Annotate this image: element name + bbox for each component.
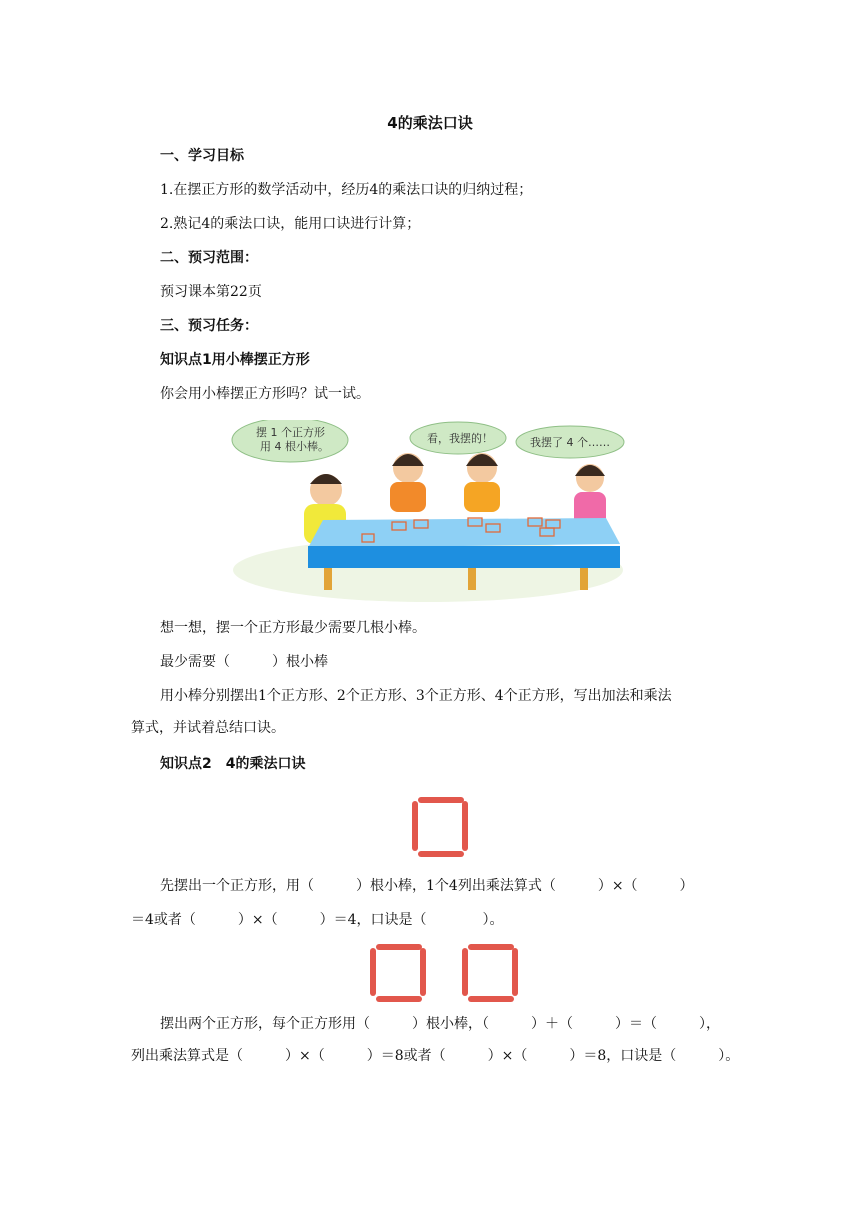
- objective-1: 1.在摆正方形的数学活动中，经历4的乘法口诀的归纳过程；: [160, 182, 533, 198]
- bubble-1-line2: 用 4 根小棒。: [260, 440, 329, 453]
- bubble-1-line1: 摆 1 个正方形: [256, 426, 325, 439]
- task-line-1: 用小棒分别摆出1个正方形、2个正方形、3个正方形、4个正方形，写出加法和乘法: [160, 688, 672, 704]
- task-line-2: 算式，并试着总结口诀。: [131, 720, 285, 736]
- question-1-line-1: 先摆出一个正方形，用（ ）根小棒，1个4列出乘法算式（ ）×（ ）: [160, 878, 694, 894]
- one-square-sticks-figure: [410, 795, 470, 859]
- girl2-shirt: [464, 482, 500, 512]
- section3-heading: 三、预习任务：: [160, 318, 258, 334]
- preview-range: 预习课本第22页: [160, 284, 262, 300]
- question-2-line-2: 列出乘法算式是（ ）×（ ）＝8或者（ ）×（ ）＝8，口诀是（ ）。: [131, 1048, 740, 1064]
- bubble-2-text: 看，我摆的！: [427, 432, 493, 445]
- knowledge-point-1-heading: 知识点1用小棒摆正方形: [160, 352, 310, 368]
- kp1-question: 你会用小棒摆正方形吗？试一试。: [160, 386, 370, 402]
- page-title: 4的乘法口诀: [387, 114, 473, 132]
- table-top: [308, 518, 620, 548]
- two-squares-sticks-figure: [368, 942, 528, 1004]
- section2-heading: 二、预习范围：: [160, 250, 258, 266]
- question-1-line-2: ＝4或者（ ）×（ ）＝4，口诀是（ ）。: [131, 912, 504, 928]
- objective-2: 2.熟记4的乘法口诀，能用口诀进行计算；: [160, 216, 421, 232]
- girl1-shirt: [390, 482, 426, 512]
- think-prompt: 想一想，摆一个正方形最少需要几根小棒。: [160, 620, 426, 636]
- children-table-illustration: [228, 420, 628, 605]
- table-cloth: [308, 546, 620, 568]
- knowledge-point-2-heading: 知识点2 4的乘法口诀: [160, 756, 306, 772]
- bubble-3-text: 我摆了 4 个……: [530, 436, 610, 449]
- question-2-line-1: 摆出两个正方形，每个正方形用（ ）根小棒，（ ）＋（ ）＝（ ），: [160, 1016, 720, 1032]
- least-sticks-blank: 最少需要（ ）根小棒: [160, 654, 328, 670]
- section1-heading: 一、学习目标: [160, 148, 244, 164]
